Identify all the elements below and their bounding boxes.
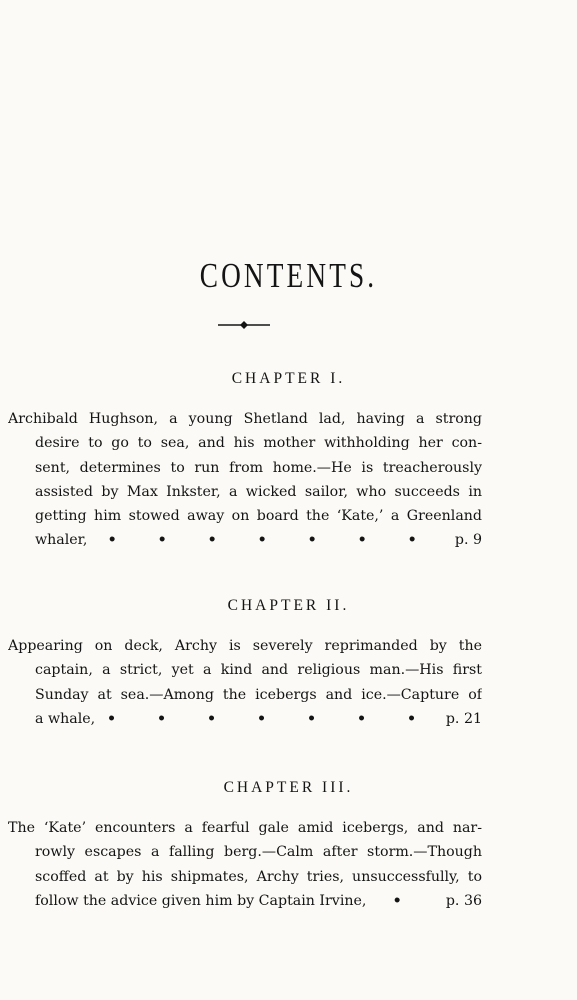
dot-leader: • • • • • • • [106,710,435,727]
summary-line: getting him stowed away on board the ‘Kate,’ a Greenland [35,508,482,525]
page-title: CONTENTS. [199,256,378,295]
ornament-divider-icon [218,318,270,332]
chapter-1-summary [8,407,482,553]
summary-line: The ‘Kate’ encounters a fearful gale amid icebergs, and nar- [8,820,482,836]
chapter-2-summary [8,634,482,731]
chapter-3-summary [8,816,482,913]
summary-line: scoffed at by his shipmates, Archy tries, unsuccessfully, to [35,868,482,885]
dot-leader: • • • • • • • [107,532,435,549]
summary-line-end: follow the advice given him by Captain Irvine, [35,892,367,909]
summary-line: desire to go to sea, and his mother withholding her con- [35,435,482,452]
chapter-2-heading: CHAPTER II. [227,597,350,614]
summary-last-line [8,528,482,552]
summary-last-line [8,889,482,913]
page-number: p. 36 [445,892,482,909]
summary-line: Appearing on deck, Archy is severely reprimanded by the [8,638,482,654]
summary-line: sent, determines to run from home.—He is treacherously [35,459,482,476]
chapter-3-heading: CHAPTER III. [223,779,354,796]
summary-line: Archibald Hughson, a young Shetland lad, having a strong [8,411,482,427]
summary-line: rowly escapes a falling berg.—Calm after storm.—Though [35,844,482,861]
dot-leader: • [392,892,420,909]
page-number: p. 21 [445,710,482,727]
summary-line: captain, a strict, yet a kind and religious man.—His first [35,662,482,679]
summary-line: Sunday at sea.—Among the icebergs and ice.—Capture of [35,686,482,703]
chapter-1-heading: CHAPTER I. [231,370,346,387]
page-number: p. 9 [454,532,482,549]
summary-line: assisted by Max Inkster, a wicked sailor, who succeeds in [35,483,482,500]
summary-line-end: whaler, [35,532,88,549]
summary-line-end: a whale, [35,710,96,727]
summary-last-line [8,707,482,731]
